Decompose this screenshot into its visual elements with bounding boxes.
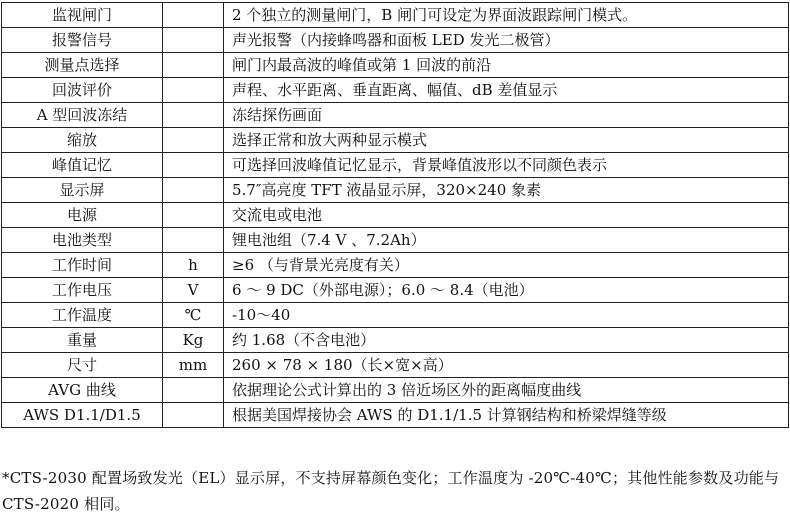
spec-name-cell: 测量点选择: [2, 53, 163, 78]
spec-value-cell: 5.7″高亮度 TFT 液晶显示屏，320×240 象素: [224, 178, 789, 203]
spec-value-cell: 选择正常和放大两种显示模式: [224, 128, 789, 153]
spec-value-cell: 6 ～ 9 DC（外部电源）；6.0 ～ 8.4（电池）: [224, 278, 789, 303]
spec-value-cell: 闸门内最高波的峰值或第 1 回波的前沿: [224, 53, 789, 78]
spec-unit-cell: [163, 378, 224, 403]
spec-name-cell: AWS D1.1/D1.5: [2, 403, 163, 428]
spec-row: [2, 328, 789, 353]
spec-value-cell: 冻结探伤画面: [224, 103, 789, 128]
spec-name-cell: 电源: [2, 203, 163, 228]
spec-unit-cell: [163, 53, 224, 78]
spec-unit-cell: V: [163, 278, 224, 303]
spec-unit-cell: Kg: [163, 328, 224, 353]
spec-row: [2, 353, 789, 378]
spec-value-cell: 约 1.68（不含电池）: [224, 328, 789, 353]
spec-row: [2, 53, 789, 78]
spec-name-cell: 峰值记忆: [2, 153, 163, 178]
spec-value-cell: 交流电或电池: [224, 203, 789, 228]
spec-unit-cell: h: [163, 253, 224, 278]
spec-name-cell: AVG 曲线: [2, 378, 163, 403]
spec-name-cell: 显示屏: [2, 178, 163, 203]
spec-value-cell: 可选择回波峰值记忆显示，背景峰值波形以不同颜色表示: [224, 153, 789, 178]
spec-unit-cell: [163, 228, 224, 253]
spec-value-cell: 锂电池组（7.4 V 、7.2Ah）: [224, 228, 789, 253]
spec-row: [2, 278, 789, 303]
spec-name-cell: 电池类型: [2, 228, 163, 253]
spec-value-cell: 260 × 78 × 180（长×宽×高）: [224, 353, 789, 378]
spec-name-cell: 工作温度: [2, 303, 163, 328]
spec-unit-cell: [163, 103, 224, 128]
spec-unit-cell: [163, 3, 224, 28]
spec-unit-cell: mm: [163, 353, 224, 378]
spec-unit-cell: [163, 128, 224, 153]
spec-row: [2, 378, 789, 403]
spec-unit-cell: [163, 203, 224, 228]
spec-row: [2, 153, 789, 178]
spec-row: [2, 253, 789, 278]
spec-value-cell: 2 个独立的测量闸门，B 闸门可设定为界面波跟踪闸门模式。: [224, 3, 789, 28]
spec-unit-cell: [163, 403, 224, 428]
spec-row: [2, 228, 789, 253]
spec-name-cell: 回波评价: [2, 78, 163, 103]
spec-row: [2, 3, 789, 28]
spec-value-cell: 声程、水平距离、垂直距离、幅值、dB 差值显示: [224, 78, 789, 103]
spec-row: [2, 128, 789, 153]
footnote: *CTS-2030 配置场致发光（EL）显示屏，不支持屏幕颜色变化；工作温度为 -20℃-40℃；其他性能参数及功能与 CTS-2020 相同。: [2, 469, 780, 513]
spec-unit-cell: [163, 153, 224, 178]
spec-name-cell: 工作电压: [2, 278, 163, 303]
spec-name-cell: 工作时间: [2, 253, 163, 278]
spec-unit-cell: [163, 178, 224, 203]
spec-unit-cell: ℃: [163, 303, 224, 328]
spec-name-cell: A 型回波冻结: [2, 103, 163, 128]
spec-row: [2, 303, 789, 328]
spec-row: [2, 28, 789, 53]
spec-table: [1, 2, 789, 428]
spec-row: [2, 203, 789, 228]
spec-value-cell: 声光报警（内接蜂鸣器和面板 LED 发光二极管）: [224, 28, 789, 53]
spec-table-body: [2, 3, 789, 428]
spec-value-cell: 根据美国焊接协会 AWS 的 D1.1/1.5 计算钢结构和桥梁焊缝等级: [224, 403, 789, 428]
spec-row: [2, 403, 789, 428]
spec-value-cell: -10～40: [224, 303, 789, 328]
spec-value-cell: 依据理论公式计算出的 3 倍近场区外的距离幅度曲线: [224, 378, 789, 403]
spec-name-cell: 监视闸门: [2, 3, 163, 28]
spec-unit-cell: [163, 28, 224, 53]
spec-name-cell: 报警信号: [2, 28, 163, 53]
spec-row: [2, 103, 789, 128]
spec-unit-cell: [163, 78, 224, 103]
spec-row: [2, 178, 789, 203]
spec-name-cell: 缩放: [2, 128, 163, 153]
spec-name-cell: 重量: [2, 328, 163, 353]
spec-name-cell: 尺寸: [2, 353, 163, 378]
spec-row: [2, 78, 789, 103]
spec-value-cell: ≥6 （与背景光亮度有关）: [224, 253, 789, 278]
